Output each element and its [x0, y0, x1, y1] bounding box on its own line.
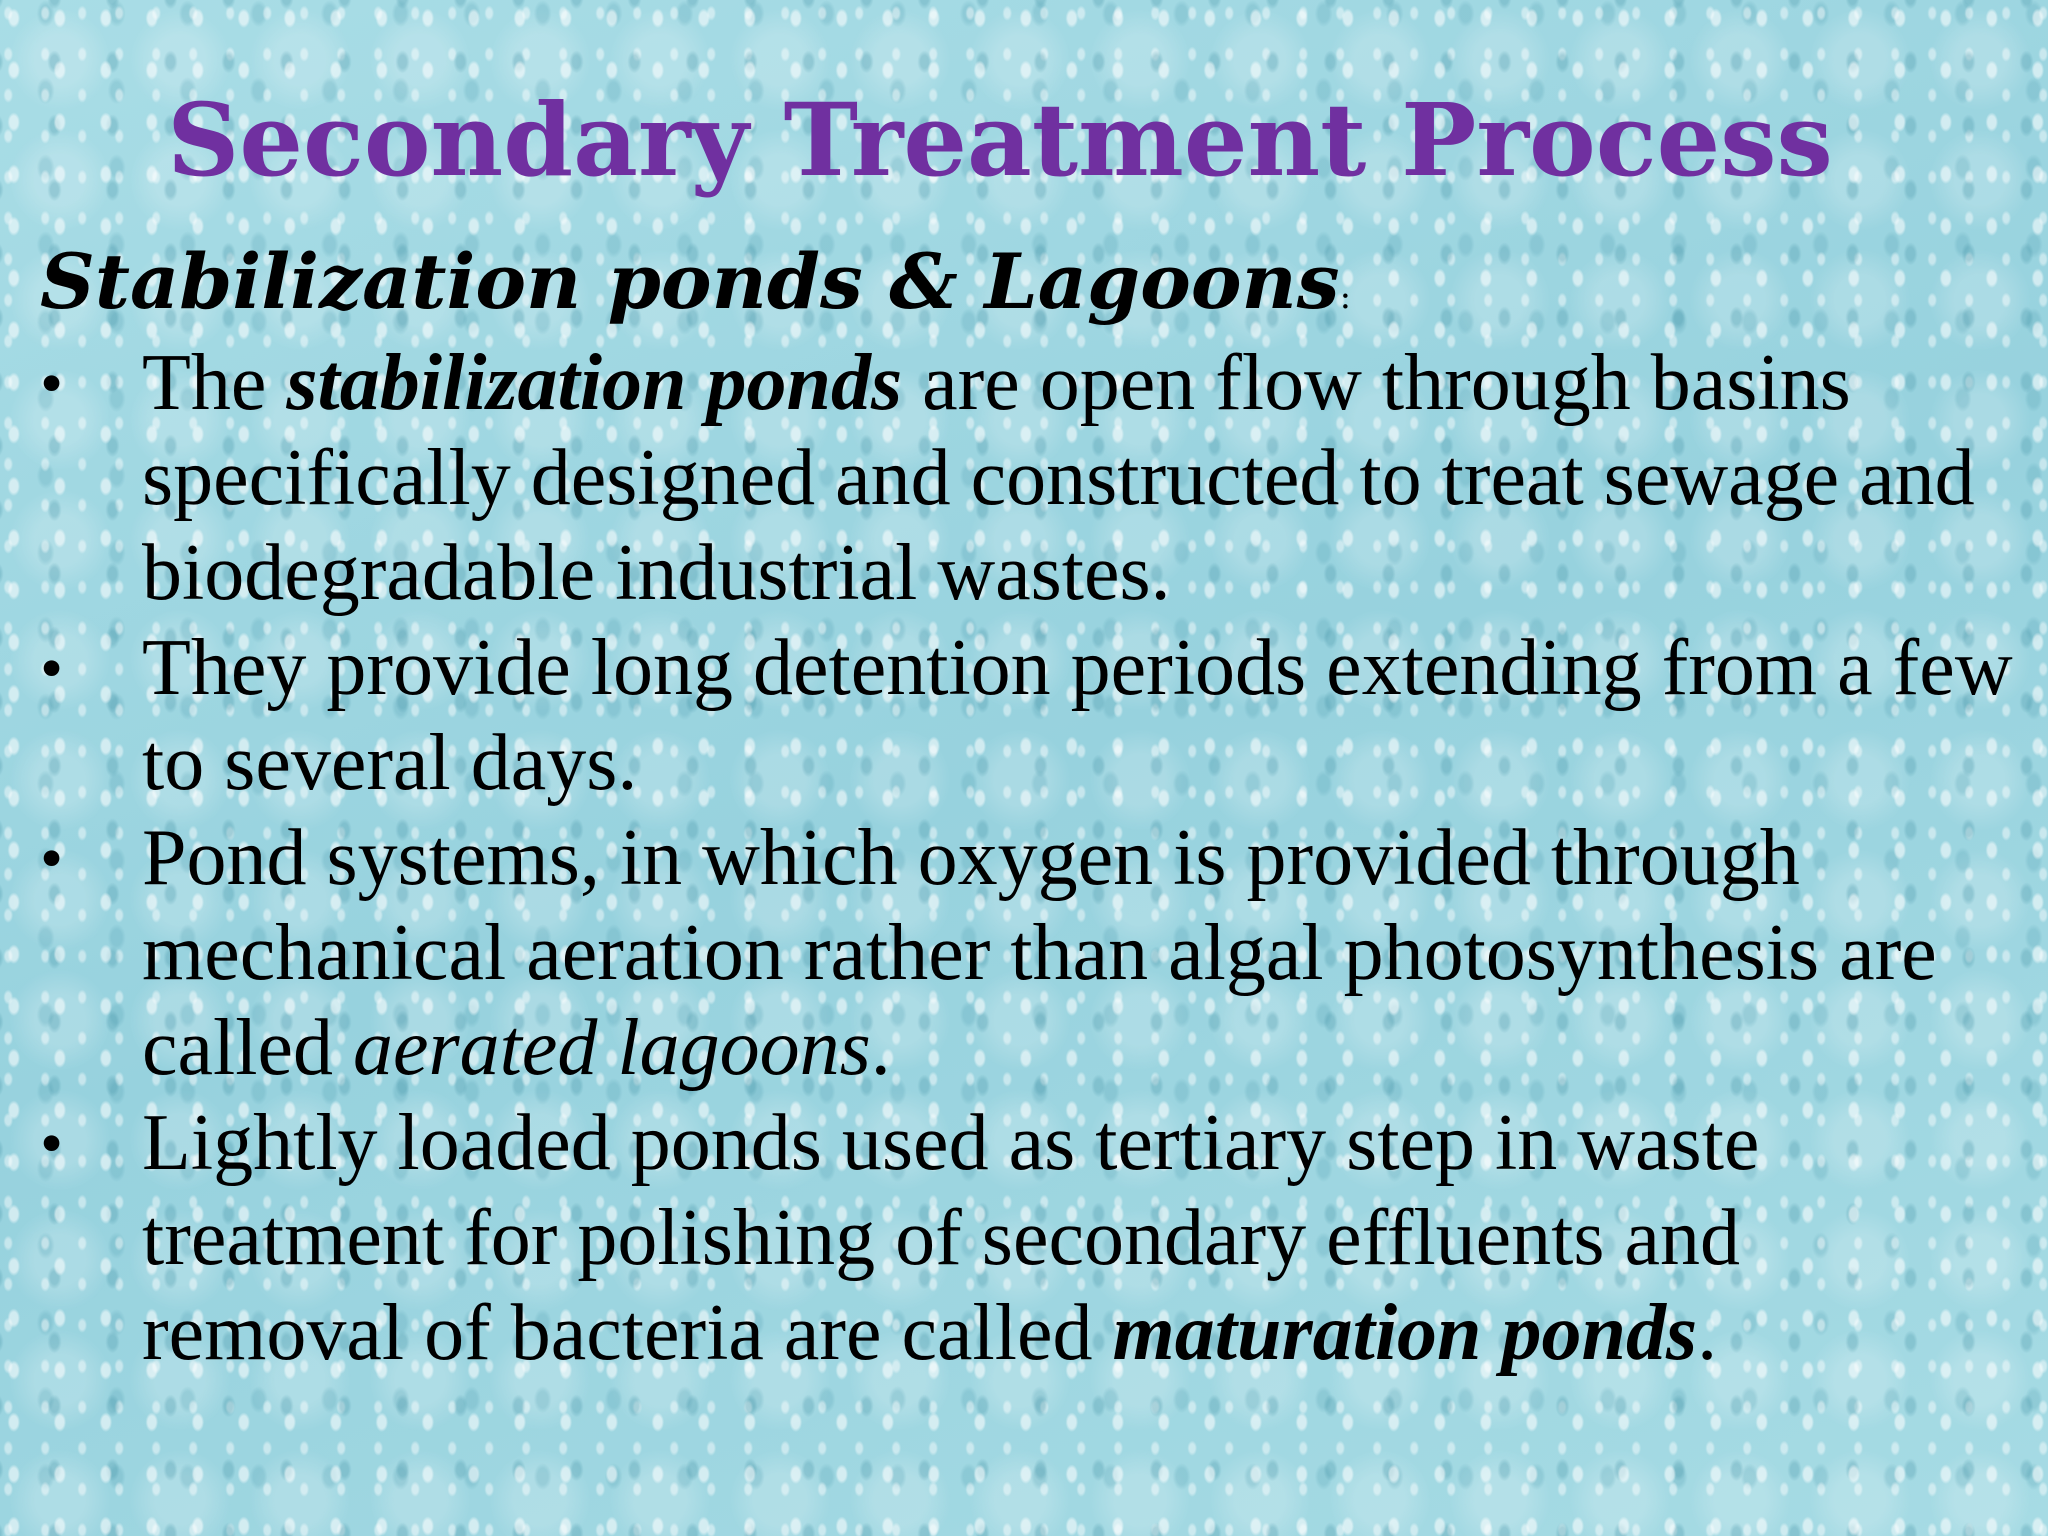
section-heading-text: Stabilization ponds & Lagoons [40, 237, 1340, 326]
bullet-emphasis: maturation ponds [1112, 1289, 1698, 1377]
bullet-text: The [142, 339, 287, 427]
bullet-item [40, 811, 2020, 1096]
slide-title: Secondary Treatment Process [167, 81, 1833, 199]
bullet-text: Pond systems, in which oxygen is provided through mechanical aeration rather than algal photosynthesis are called [142, 814, 1937, 1092]
bullet-item [40, 336, 2020, 621]
bullet-text: are open flow through basins specifically designed and constructed to treat sewage and biodegradable industrial wastes. [142, 339, 1975, 617]
bullet-emphasis: stabilization ponds [286, 339, 903, 427]
bullet-icon: • [40, 347, 64, 420]
bullet-text: . [870, 1004, 891, 1092]
bullet-item [40, 1096, 2020, 1381]
bullet-icon: • [40, 632, 64, 705]
bullet-text: . [1697, 1289, 1718, 1377]
bullet-emphasis: aerated lagoons [352, 1004, 871, 1092]
bullet-icon: • [40, 1107, 64, 1180]
bullet-text: They provide long detention periods extending from a few to several days. [142, 624, 2013, 807]
bullet-icon: • [40, 822, 64, 895]
section-heading [40, 234, 1351, 345]
bullet-list [40, 336, 2020, 1381]
section-heading-colon: : [1339, 277, 1352, 317]
bullet-item [40, 621, 2020, 811]
bullet-text: Lightly loaded ponds used as tertiary step in waste treatment for polishing of secondary effluents and removal of bacteria are called [142, 1099, 1760, 1377]
